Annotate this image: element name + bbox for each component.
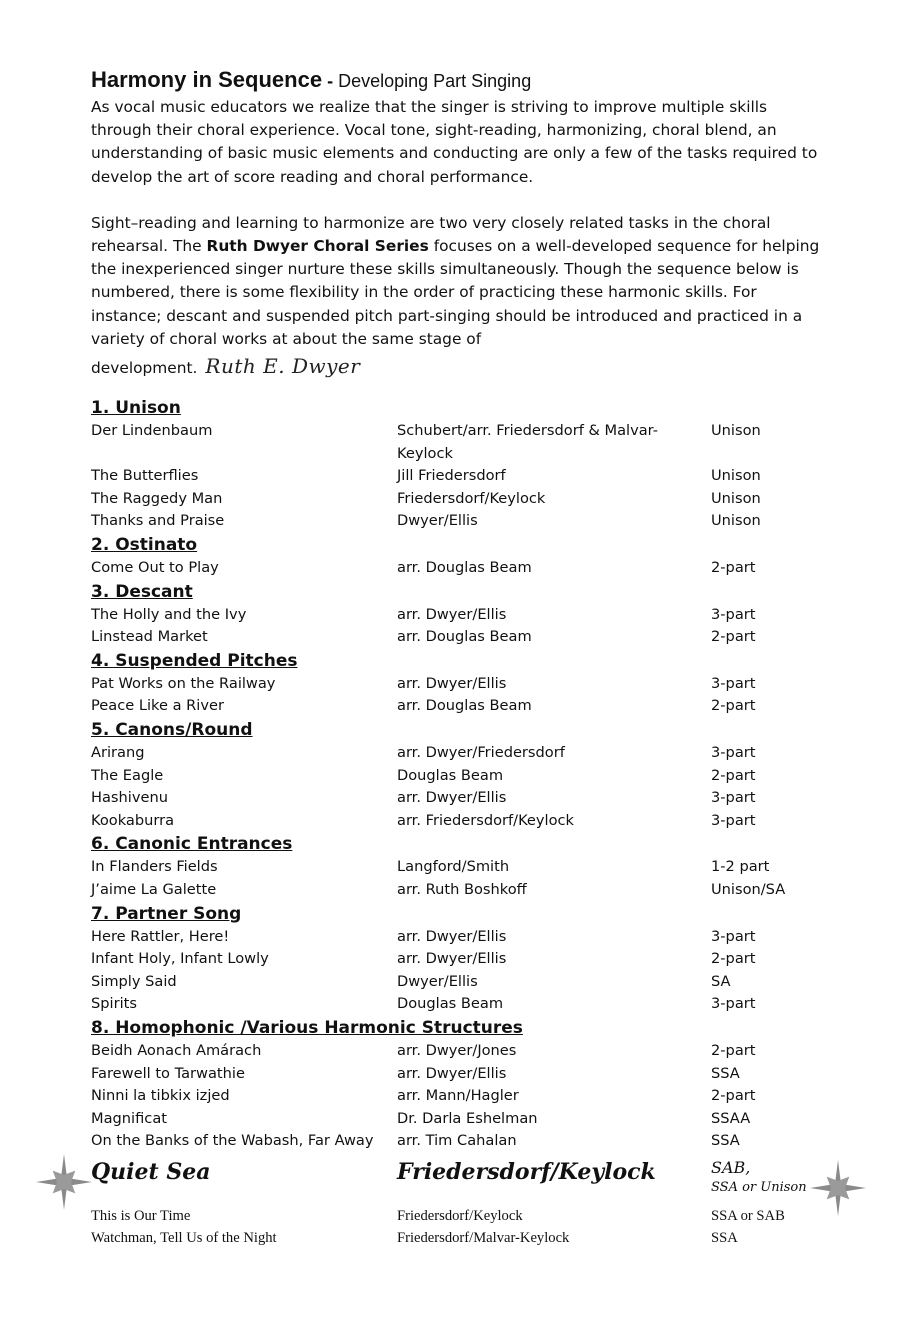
title-main: Harmony in Sequence: [91, 67, 323, 92]
intro-paragraph-1: As vocal music educators we realize that the singer is striving to improve multiple skills through their choral experience. Vocal tone, sight-reading, harmonizing, choral blend, an understanding of basic music elements and conducting are only a few of the tasks required to develop the art of score reading and choral performance.: [91, 98, 818, 186]
piece-composer: arr. Dwyer/Ellis: [397, 1064, 507, 1082]
piece-title: Watchman, Tell Us of the Night: [91, 1230, 277, 1247]
series-name: Ruth Dwyer Choral Series: [206, 237, 429, 256]
piece-composer: arr. Dwyer/Jones: [397, 1041, 517, 1059]
piece-voicing: SSAA: [711, 1109, 751, 1127]
repertoire-row: [91, 971, 831, 994]
piece-voicing: 3-part: [711, 811, 756, 829]
repertoire-row: [91, 510, 831, 533]
piece-voicing: 3-part: [711, 927, 756, 945]
repertoire-row: [91, 765, 831, 788]
piece-title: Linstead Market: [91, 628, 208, 646]
piece-title: Spirits: [91, 995, 137, 1013]
section-heading: 3. Descant: [91, 581, 193, 602]
piece-composer: Dwyer/Ellis: [397, 512, 478, 530]
featured-voicing-line1: SAB,: [711, 1157, 751, 1177]
repertoire-row: [91, 1040, 831, 1063]
piece-title: Ninni la tibkix izjed: [91, 1087, 230, 1105]
piece-composer: arr. Dwyer/Friedersdorf: [397, 743, 565, 761]
piece-voicing: Unison: [711, 467, 761, 485]
repertoire-row: [91, 488, 831, 511]
piece-title: The Raggedy Man: [91, 489, 223, 507]
repertoire-list: [91, 396, 831, 1153]
piece-voicing: 2-part: [711, 697, 756, 715]
piece-composer: arr. Dwyer/Ellis: [397, 927, 507, 945]
signature-line: [91, 351, 831, 383]
piece-composer: arr. Dwyer/Ellis: [397, 789, 507, 807]
repertoire-row: [91, 787, 831, 810]
repertoire-row: [91, 1205, 831, 1228]
piece-voicing: 1-2 part: [711, 858, 770, 876]
piece-composer: arr. Ruth Boshkoff: [397, 880, 527, 898]
piece-composer: Douglas Beam: [397, 995, 504, 1013]
repertoire-row: [91, 1227, 831, 1250]
piece-title: The Holly and the Ivy: [91, 605, 247, 623]
repertoire-row: [91, 1085, 831, 1108]
final-items: [91, 1205, 831, 1250]
piece-voicing: Unison: [711, 512, 761, 530]
piece-title: Pat Works on the Railway: [91, 674, 276, 692]
piece-composer: Friedersdorf/Malvar-Keylock: [397, 1230, 570, 1247]
document-title: [91, 66, 831, 94]
title-separator: -: [322, 71, 339, 91]
featured-composer: Friedersdorf/Keylock: [397, 1158, 656, 1185]
piece-title: Here Rattler, Here!: [91, 927, 230, 945]
piece-voicing: 3-part: [711, 995, 756, 1013]
piece-voicing: SSA: [711, 1132, 740, 1150]
piece-voicing: 2-part: [711, 950, 756, 968]
document-page: [91, 66, 831, 1250]
piece-title: Kookaburra: [91, 811, 175, 829]
section-heading: 6. Canonic Entrances: [91, 834, 293, 855]
piece-voicing: 3-part: [711, 674, 756, 692]
piece-voicing: SSA: [711, 1230, 738, 1247]
piece-composer: arr. Mann/Hagler: [397, 1087, 519, 1105]
repertoire-row: [91, 695, 831, 718]
piece-voicing: 3-part: [711, 743, 756, 761]
piece-composer: Friedersdorf/Keylock: [397, 1207, 523, 1224]
repertoire-row: [91, 926, 831, 949]
piece-title: Thanks and Praise: [91, 512, 225, 530]
piece-voicing: 2-part: [711, 628, 756, 646]
repertoire-row: [91, 1063, 831, 1086]
repertoire-row: [91, 673, 831, 696]
sparkle-star-icon: [808, 1158, 868, 1218]
piece-composer: arr. Friedersdorf/Keylock: [397, 811, 574, 829]
piece-composer: Dwyer/Ellis: [397, 972, 478, 990]
author-signature: Ruth E. Dwyer: [205, 354, 361, 379]
p2-text-before: Sight–reading and learning to harmonize are two very closely related tasks in the choral rehearsal. The: [91, 213, 771, 256]
featured-voicing-line2: SSA or Unison: [711, 1179, 807, 1195]
repertoire-row: [91, 626, 831, 649]
section-heading: 2. Ostinato: [91, 535, 198, 555]
piece-title: J’aime La Galette: [91, 880, 217, 898]
piece-title: The Eagle: [91, 766, 164, 784]
p2-last-word: development.: [91, 359, 198, 378]
section-heading: 7. Partner Song: [91, 903, 242, 924]
piece-composer: Schubert/arr. Friedersdorf & Malvar-Keylock: [397, 422, 658, 462]
piece-voicing: 2-part: [711, 1087, 756, 1105]
repertoire-row: [91, 742, 831, 765]
repertoire-row: [91, 810, 831, 833]
featured-row: [91, 1157, 831, 1197]
piece-title: This is Our Time: [91, 1207, 191, 1224]
repertoire-row: [91, 1130, 831, 1153]
title-subtitle: Developing Part Singing: [338, 71, 532, 91]
piece-voicing: SSA or SAB: [711, 1207, 785, 1224]
section-heading: 1. Unison: [91, 398, 181, 419]
section-heading: 8. Homophonic /Various Harmonic Structures: [91, 1017, 523, 1038]
piece-composer: Dr. Darla Eshelman: [397, 1109, 538, 1127]
piece-title: Der Lindenbaum: [91, 422, 213, 440]
piece-voicing: Unison: [711, 489, 761, 507]
piece-title: Arirang: [91, 743, 145, 761]
piece-composer: arr. Dwyer/Ellis: [397, 605, 507, 623]
piece-title: In Flanders Fields: [91, 858, 218, 876]
piece-title: Simply Said: [91, 972, 177, 990]
piece-title: Farewell to Tarwathie: [91, 1064, 245, 1082]
piece-composer: Friedersdorf/Keylock: [397, 489, 546, 507]
repertoire-row: [91, 993, 831, 1016]
piece-title: Infant Holy, Infant Lowly: [91, 950, 269, 968]
piece-voicing: SSA: [711, 1064, 740, 1082]
piece-composer: arr. Dwyer/Ellis: [397, 674, 507, 692]
piece-voicing: 2-part: [711, 1041, 756, 1059]
piece-composer: arr. Douglas Beam: [397, 559, 532, 576]
piece-title: Magnificat: [91, 1109, 167, 1127]
sparkle-star-icon: [34, 1152, 94, 1212]
repertoire-row: [91, 420, 831, 465]
repertoire-row: [91, 1108, 831, 1131]
piece-composer: arr. Douglas Beam: [397, 697, 532, 715]
piece-composer: Douglas Beam: [397, 766, 504, 784]
piece-composer: arr. Dwyer/Ellis: [397, 950, 507, 968]
piece-title: On the Banks of the Wabash, Far Away: [91, 1132, 374, 1150]
piece-voicing: 2-part: [711, 766, 756, 784]
piece-voicing: Unison/SA: [711, 880, 786, 898]
piece-voicing: Unison: [711, 422, 761, 440]
repertoire-row: [91, 879, 831, 902]
repertoire-row: [91, 948, 831, 971]
repertoire-row: [91, 465, 831, 488]
p2-text-after: focuses on a well-developed sequence for helping the inexperienced singer nurture these skills simultaneously. Though the sequence below is numbered, there is some flexibility in the order of practicing these harmonic skills. For instance; descant and suspended pitch part-singing should be introduced and practiced in a variety of choral works at about the same stage of: [91, 237, 820, 348]
piece-title: The Butterflies: [91, 467, 199, 485]
section-heading: 4. Suspended Pitches: [91, 650, 298, 671]
repertoire-row: [91, 557, 831, 580]
intro-paragraph-2: [91, 212, 831, 351]
featured-title: Quiet Sea: [91, 1158, 211, 1185]
piece-composer: Jill Friedersdorf: [397, 467, 506, 485]
piece-voicing: 2-part: [711, 559, 756, 576]
piece-title: Hashivenu: [91, 789, 168, 807]
piece-voicing: 3-part: [711, 789, 756, 807]
section-heading: 5. Canons/Round: [91, 719, 253, 740]
piece-voicing: SA: [711, 972, 731, 990]
piece-voicing: 3-part: [711, 605, 756, 623]
repertoire-row: [91, 604, 831, 627]
piece-title: Come Out to Play: [91, 559, 219, 576]
piece-title: Beidh Aonach Amárach: [91, 1041, 262, 1059]
piece-composer: arr. Douglas Beam: [397, 628, 532, 646]
piece-composer: arr. Tim Cahalan: [397, 1132, 517, 1150]
piece-title: Peace Like a River: [91, 697, 224, 715]
piece-composer: Langford/Smith: [397, 858, 510, 876]
repertoire-row: [91, 856, 831, 879]
